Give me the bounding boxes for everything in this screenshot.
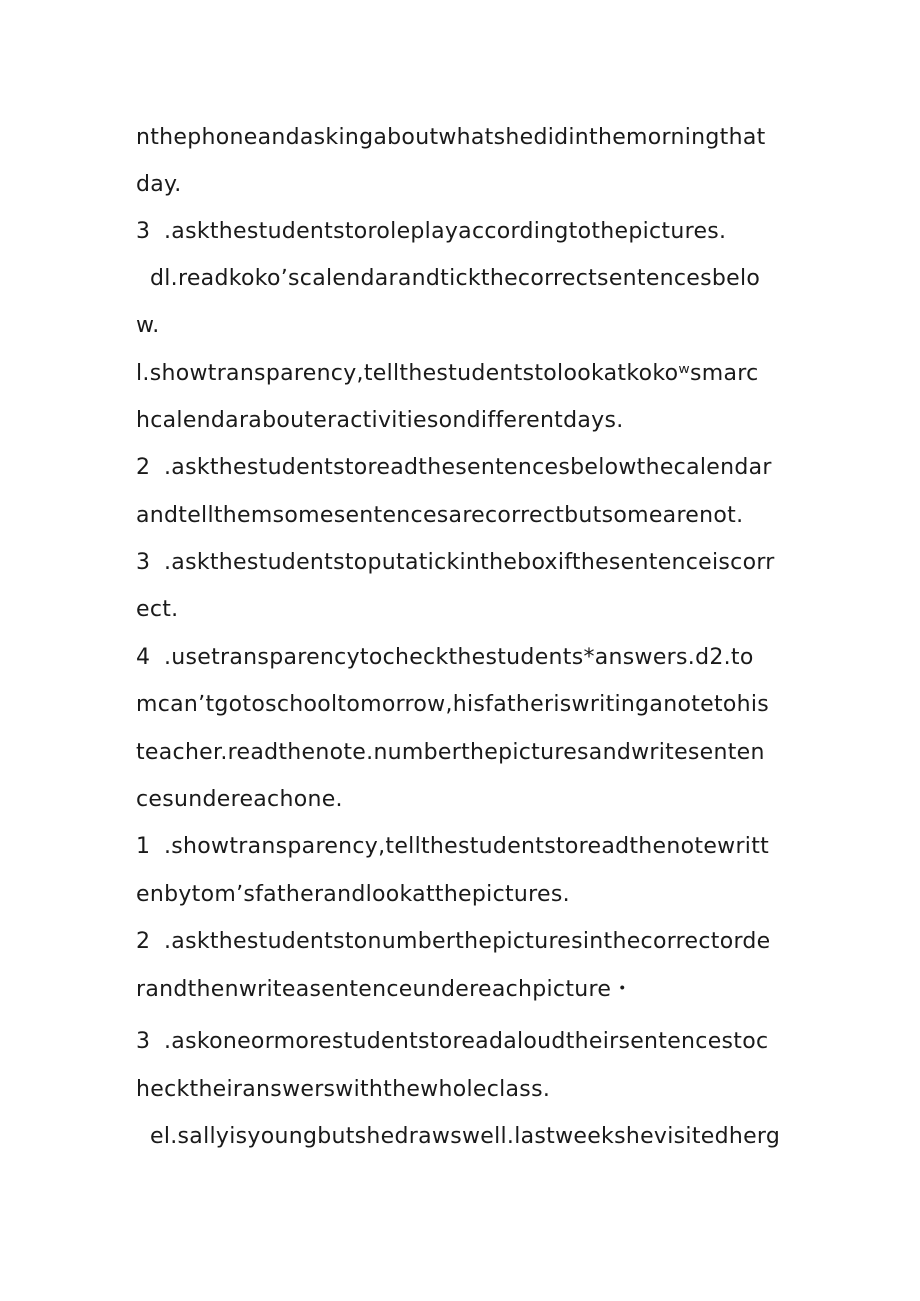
line-text: el.sallyisyoungbutshedrawswell.lastweekshevisitedherg	[150, 1124, 781, 1149]
text-line	[136, 689, 796, 721]
line-text: hcalendarabouteractivitiesondifferentdays.	[136, 408, 624, 433]
line-text: andtellthemsomesentencesarecorrectbutsomearenot.	[136, 503, 744, 528]
line-text: .usetransparencytocheckthestudents*answers.d2.to	[164, 645, 754, 670]
text-line	[136, 169, 796, 201]
line-text: .showtransparency,tellthestudentstoreadthenotewritt	[164, 834, 770, 859]
text-line	[136, 358, 796, 390]
text-line	[136, 1074, 796, 1106]
numbered-line	[136, 452, 796, 484]
text-line	[136, 310, 796, 342]
text-line	[150, 263, 810, 295]
line-number: 2	[136, 455, 151, 480]
line-text: dl.readkokoʼscalendarandtickthecorrectsentencesbelo	[150, 266, 761, 291]
numbered-line	[136, 216, 796, 248]
line-text: w.	[136, 313, 160, 338]
text-line	[136, 122, 796, 154]
numbered-line	[136, 642, 796, 674]
line-number: 3	[136, 219, 151, 244]
line-text: .askthestudentstoreadthesentencesbelowthecalendar	[164, 455, 772, 480]
line-text: nthephoneandaskingaboutwhatshedidinthemorningthat	[136, 125, 766, 150]
text-line	[136, 594, 796, 626]
line-number: 4	[136, 645, 151, 670]
line-text: .askthestudentstoputatickintheboxifthesentenceiscorr	[164, 550, 775, 575]
line-text: enbytomʼsfatherandlookatthepictures.	[136, 882, 570, 907]
text-line	[136, 879, 796, 911]
numbered-line	[136, 547, 796, 579]
line-text: mcanʼtgotoschooltomorrow,hisfatheriswritinganotetohis	[136, 692, 770, 717]
text-line	[136, 737, 796, 769]
text-line	[136, 974, 796, 1006]
line-number: 3	[136, 1029, 151, 1054]
line-text: day.	[136, 172, 182, 197]
numbered-line	[136, 1026, 796, 1058]
line-text: .askthestudentstonumberthepicturesinthecorrectorde	[164, 929, 771, 954]
line-text: ect.	[136, 597, 179, 622]
line-number: 2	[136, 929, 151, 954]
text-line	[136, 784, 796, 816]
text-line	[136, 405, 796, 437]
line-text: hecktheiranswerswiththewholeclass.	[136, 1077, 551, 1102]
text-line	[136, 500, 796, 532]
line-text: .askthestudentstoroleplayaccordingtothepictures.	[164, 219, 727, 244]
line-text: randthenwriteasentenceundereachpicture・	[136, 977, 634, 1002]
line-number: 3	[136, 550, 151, 575]
numbered-line	[136, 831, 796, 863]
line-text: teacher.readthenote.numberthepicturesandwritesenten	[136, 740, 765, 765]
line-text: cesundereachone.	[136, 787, 343, 812]
numbered-line	[136, 926, 796, 958]
line-text: l.showtransparency,tellthestudentstolookatkokoʷsmarc	[136, 361, 759, 386]
line-text: .askoneormorestudentstoreadaloudtheirsentencestoc	[164, 1029, 769, 1054]
line-number: 1	[136, 834, 151, 859]
text-line	[150, 1121, 810, 1153]
